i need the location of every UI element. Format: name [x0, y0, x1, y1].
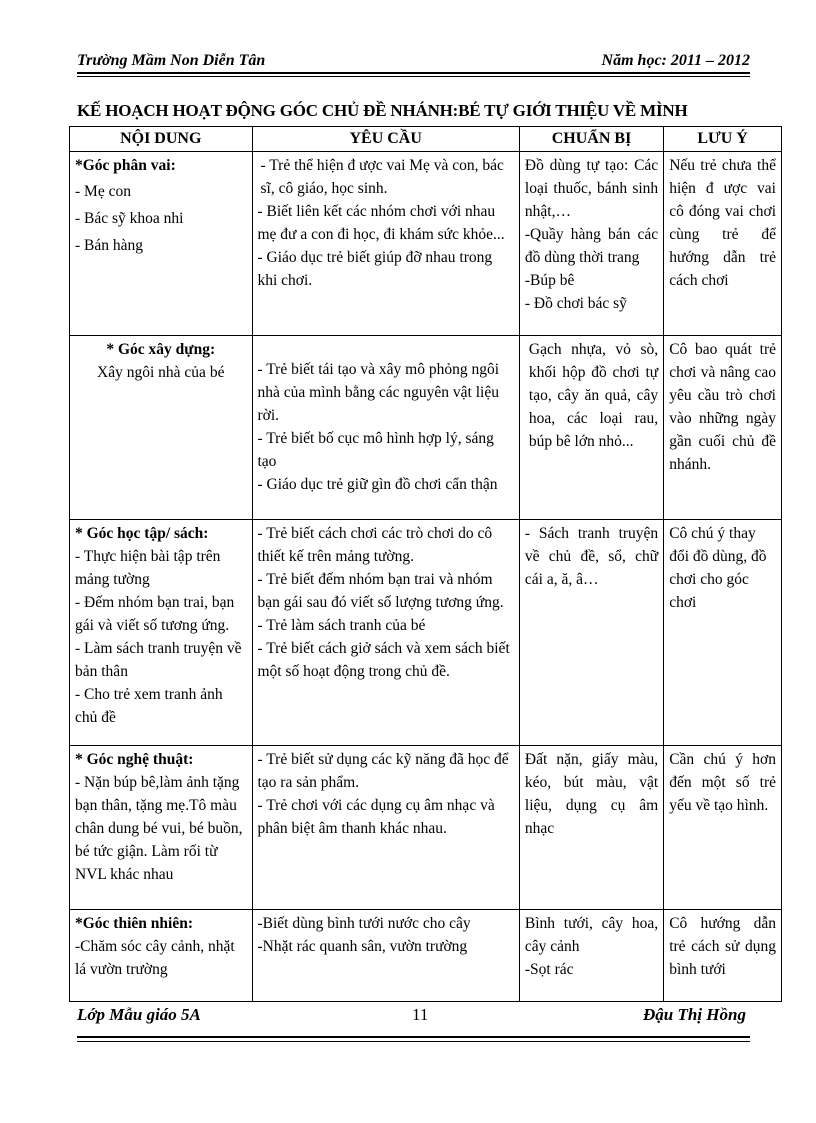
cell-line: - Cho trẻ xem tranh ảnh chủ đề — [75, 686, 223, 726]
cell-line: - Đồ chơi bác sỹ — [524, 295, 627, 312]
cell-chuan-bi — [519, 152, 663, 336]
cell-line: - Bán hàng — [75, 237, 144, 254]
school-year: Năm học: 2011 – 2012 — [601, 52, 750, 69]
header-rule-thick — [77, 72, 750, 74]
corner-heading: *Góc phân vai: — [75, 157, 176, 174]
cell-line: - Trẻ biết cách giở sách và xem sách biết một số hoạt động trong chủ đề. — [257, 640, 510, 680]
cell-chuan-bi — [519, 336, 663, 520]
cell-line: Cô bao quát trẻ chơi và nâng cao yêu cầu trò chơi vào những ngày gần cuối chủ đề nhánh. — [669, 341, 776, 473]
footer-rule-thick — [77, 1036, 750, 1038]
corner-heading: *Góc thiên nhiên: — [75, 915, 193, 932]
cell-noi-dung — [70, 152, 253, 336]
cell-line: - Trẻ chơi với các dụng cụ âm nhạc và phân biệt âm thanh khác nhau. — [257, 797, 495, 837]
cell-line: -Biết dùng bình tưới nước cho cây — [257, 915, 471, 932]
corner-heading: * Góc xây dựng: — [106, 341, 216, 358]
cell-line: Cô hướng dẫn trẻ cách sử dụng bình tưới — [669, 915, 776, 978]
cell-line: Cần chú ý hơn đến một số trẻ yếu về tạo hình. — [669, 751, 776, 814]
document-title: KẾ HOẠCH HOẠT ĐỘNG GÓC CHỦ ĐỀ NHÁNH:BÉ TỰ GIỚI THIỆU VỀ MÌNH — [77, 101, 688, 120]
cell-line: - Giáo dục trẻ giữ gìn đồ chơi cẩn thận — [257, 476, 498, 493]
cell-yeu-cau — [252, 910, 519, 1002]
cell-line: - Trẻ biết đếm nhóm bạn trai và nhóm bạn gái sau đó viết số lượng tương ứng. — [257, 571, 504, 611]
column-header-yeu-cau: YÊU CẦU — [252, 127, 519, 152]
page-header — [77, 50, 750, 72]
cell-luu-y — [664, 520, 782, 746]
cell-line: Xây ngôi nhà của bé — [97, 364, 225, 381]
cell-chuan-bi — [519, 746, 663, 910]
page-footer — [77, 1005, 750, 1031]
activity-plan-table — [69, 126, 782, 1002]
cell-line: Cô chú ý thay đổi đồ dùng, đồ chơi cho góc chơi — [669, 525, 767, 611]
cell-line: -Chăm sóc cây cảnh, nhặt lá vườn trường — [75, 938, 235, 978]
table-row — [70, 336, 782, 520]
cell-line: -Nhặt rác quanh sân, vườn trường — [257, 938, 468, 955]
cell-noi-dung — [70, 520, 253, 746]
cell-line: -Quầy hàng bán các đồ dùng thời trang — [524, 226, 659, 266]
cell-line: Đất nặn, giấy màu, kéo, bút màu, vật liệu, dụng cụ âm nhạc — [524, 751, 659, 837]
corner-heading: * Góc học tập/ sách: — [75, 525, 209, 542]
cell-line: Gạch nhựa, vỏ sò, khối hộp đồ chơi tự tạo, cây ăn quả, cây hoa, các loại rau, búp bê lớn nhỏ... — [528, 341, 659, 450]
cell-line: - Trẻ làm sách tranh của bé — [257, 617, 426, 634]
cell-line: Bình tưới, cây hoa, cây cảnh — [524, 915, 659, 955]
table-row — [70, 152, 782, 336]
cell-line: - Nặn búp bê,làm ảnh tặng bạn thân, tặng mẹ.Tô màu chân dung bé vui, bé buồn, bé tức giận. Làm rối từ NVL khác nhau — [75, 774, 243, 883]
cell-line: Đồ dùng tự tạo: Các loại thuốc, bánh sinh nhật,… — [524, 157, 659, 220]
cell-yeu-cau — [252, 520, 519, 746]
cell-noi-dung — [70, 746, 253, 910]
cell-line: - Trẻ biết cách chơi các trò chơi do cô thiết kế trên mảng tường. — [257, 525, 493, 565]
cell-line: - Bác sỹ khoa nhi — [75, 210, 184, 227]
table-row — [70, 520, 782, 746]
cell-line: - Trẻ thể hiện đ ược vai Mẹ và con, bác sĩ, cô giáo, học sinh. — [260, 157, 504, 197]
cell-luu-y — [664, 336, 782, 520]
column-header-luu-y: LƯU Ý — [664, 127, 782, 152]
corner-heading: * Góc nghệ thuật: — [75, 751, 194, 768]
cell-noi-dung — [70, 336, 253, 520]
cell-line: - Trẻ biết tái tạo và xây mô phỏng ngôi nhà của mình bằng các nguyên vật liệu rời. — [257, 361, 500, 424]
cell-line: - Giáo dục trẻ biết giúp đỡ nhau trong khi chơi. — [257, 249, 493, 289]
class-name: Lớp Mẫu giáo 5A — [77, 1005, 201, 1024]
table-row — [70, 910, 782, 1002]
teacher-name: Đậu Thị Hồng — [643, 1005, 746, 1024]
cell-chuan-bi — [519, 910, 663, 1002]
cell-line: - Trẻ biết bố cục mô hình hợp lý, sáng tạo — [257, 430, 494, 470]
cell-line: -Sọt rác — [524, 961, 574, 978]
cell-noi-dung — [70, 910, 253, 1002]
footer-rule-thin — [77, 1041, 750, 1042]
cell-yeu-cau — [252, 336, 519, 520]
school-name: Trường Mầm Non Diễn Tân — [77, 52, 266, 69]
cell-line: - Sách tranh truyện về chủ đề, sổ, chữ cái a, ă, â… — [524, 525, 659, 588]
cell-luu-y — [664, 152, 782, 336]
cell-line: - Thực hiện bài tập trên mảng tường — [75, 548, 221, 588]
cell-luu-y — [664, 746, 782, 910]
page-number: 11 — [412, 1005, 429, 1024]
column-header-noi-dung: NỘI DUNG — [70, 127, 253, 152]
table-row — [70, 746, 782, 910]
cell-line: - Làm sách tranh truyện về bản thân — [75, 640, 242, 680]
cell-line: Nếu trẻ chưa thể hiện đ ược vai cô đóng vai chơi cùng trẻ để hướng dẫn trẻ cách chơi — [669, 157, 776, 289]
cell-line: - Trẻ biết sử dụng các kỹ năng đã học để tạo ra sản phẩm. — [257, 751, 509, 791]
cell-line: - Đếm nhóm bạn trai, bạn gái và viết số tương ứng. — [75, 594, 235, 634]
cell-line: - Mẹ con — [75, 183, 131, 200]
cell-line: - Biết liên kết các nhóm chơi với nhau mẹ đư a con đi học, đi khám sức khỏe... — [257, 203, 505, 243]
cell-chuan-bi — [519, 520, 663, 746]
cell-line: -Búp bê — [524, 272, 575, 289]
column-header-chuan-bi: CHUẨN BỊ — [519, 127, 663, 152]
cell-yeu-cau — [252, 152, 519, 336]
header-rule-thin — [77, 76, 750, 77]
cell-yeu-cau — [252, 746, 519, 910]
table-header-row — [70, 127, 782, 152]
cell-luu-y — [664, 910, 782, 1002]
